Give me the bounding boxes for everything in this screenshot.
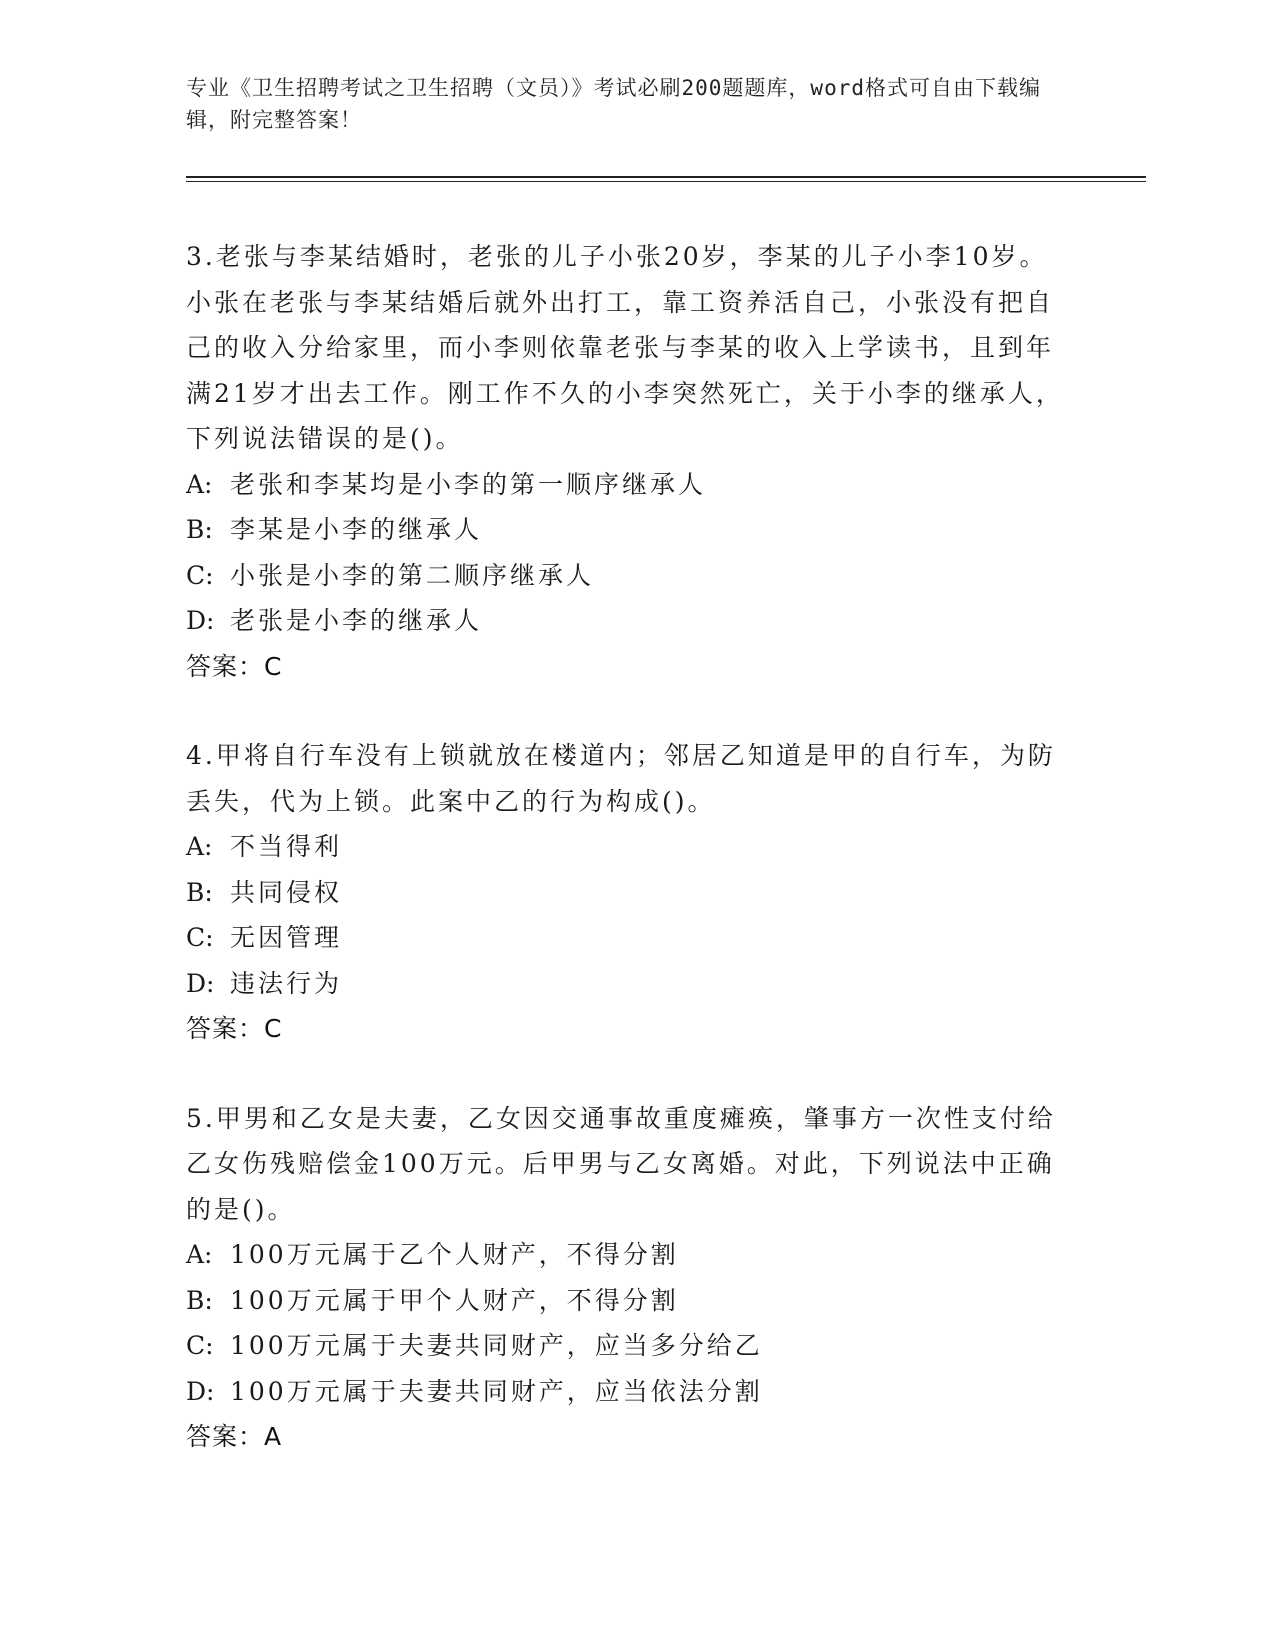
option-text: 老张和李某均是小李的第一顺序继承人 [230, 469, 707, 499]
option-text: 李某是小李的继承人 [230, 515, 483, 544]
option-b [186, 870, 1066, 916]
option-text: 100万元属于乙个人财产，不得分割 [230, 1240, 679, 1269]
option-b [186, 1278, 1066, 1324]
header-divider-thin [186, 181, 1146, 182]
option-letter: B: [186, 877, 213, 907]
option-letter: C: [186, 923, 214, 952]
option-letter: C: [186, 1331, 214, 1360]
question-stem: 5.甲男和乙女是夫妻，乙女因交通事故重度瘫痪，肇事方一次性支付给乙女伤残赔偿金100万元。后甲男与乙女离婚。对此，下列说法中正确的是()。 [186, 1103, 1056, 1224]
option-text: 老张是小李的继承人 [230, 606, 483, 635]
question-3 [186, 234, 1066, 689]
option-c [186, 915, 1066, 961]
option-text: 100万元属于夫妻共同财产，应当多分给乙 [230, 1331, 763, 1360]
answer-line: 答案：C [186, 1014, 283, 1043]
option-a [186, 1232, 1066, 1278]
option-c [186, 553, 1066, 599]
question-4 [186, 733, 1066, 1052]
option-text: 违法行为 [230, 968, 343, 998]
option-text: 100万元属于甲个人财产，不得分割 [230, 1285, 679, 1315]
header-divider-thick [186, 176, 1146, 178]
option-text: 无因管理 [230, 923, 343, 952]
option-letter: B: [186, 515, 213, 544]
option-letter: D: [186, 606, 215, 635]
option-a [186, 462, 1066, 508]
option-text: 100万元属于夫妻共同财产，应当依法分割 [230, 1376, 763, 1406]
question-stem: 4.甲将自行车没有上锁就放在楼道内；邻居乙知道是甲的自行车，为防丢失，代为上锁。此案中乙的行为构成()。 [186, 741, 1056, 816]
option-a [186, 824, 1066, 870]
document-header: 专业《卫生招聘考试之卫生招聘（文员）》考试必刷200题题库，word格式可自由下载编辑，附完整答案！ [186, 76, 1041, 132]
option-letter: D: [186, 1376, 215, 1406]
option-d [186, 961, 1066, 1007]
answer-line: 答案：C [186, 651, 283, 681]
answer-line: 答案：A [186, 1422, 283, 1451]
option-letter: A: [186, 469, 213, 499]
option-letter: B: [186, 1285, 213, 1315]
option-letter: D: [186, 968, 215, 998]
option-letter: A: [186, 832, 213, 861]
option-b [186, 507, 1066, 553]
option-letter: A: [186, 1240, 213, 1269]
option-c [186, 1323, 1066, 1369]
option-d [186, 1369, 1066, 1415]
option-text: 小张是小李的第二顺序继承人 [230, 560, 595, 590]
option-letter: C: [186, 560, 214, 590]
option-text: 共同侵权 [230, 877, 343, 907]
question-stem: 3.老张与李某结婚时，老张的儿子小张20岁，李某的儿子小李10岁。小张在老张与李某结婚后就外出打工，靠工资养活自己，小张没有把自己的收入分给家里，而小李则依靠老张与李某的收入上学读书，且到年满21岁才出去工作。刚工作不久的小李突然死亡，关于小李的继承人，下列说法错误的是()。 [186, 242, 1064, 453]
option-d [186, 598, 1066, 644]
question-list [186, 234, 1066, 1504]
option-text: 不当得利 [230, 832, 343, 861]
question-5 [186, 1096, 1066, 1460]
